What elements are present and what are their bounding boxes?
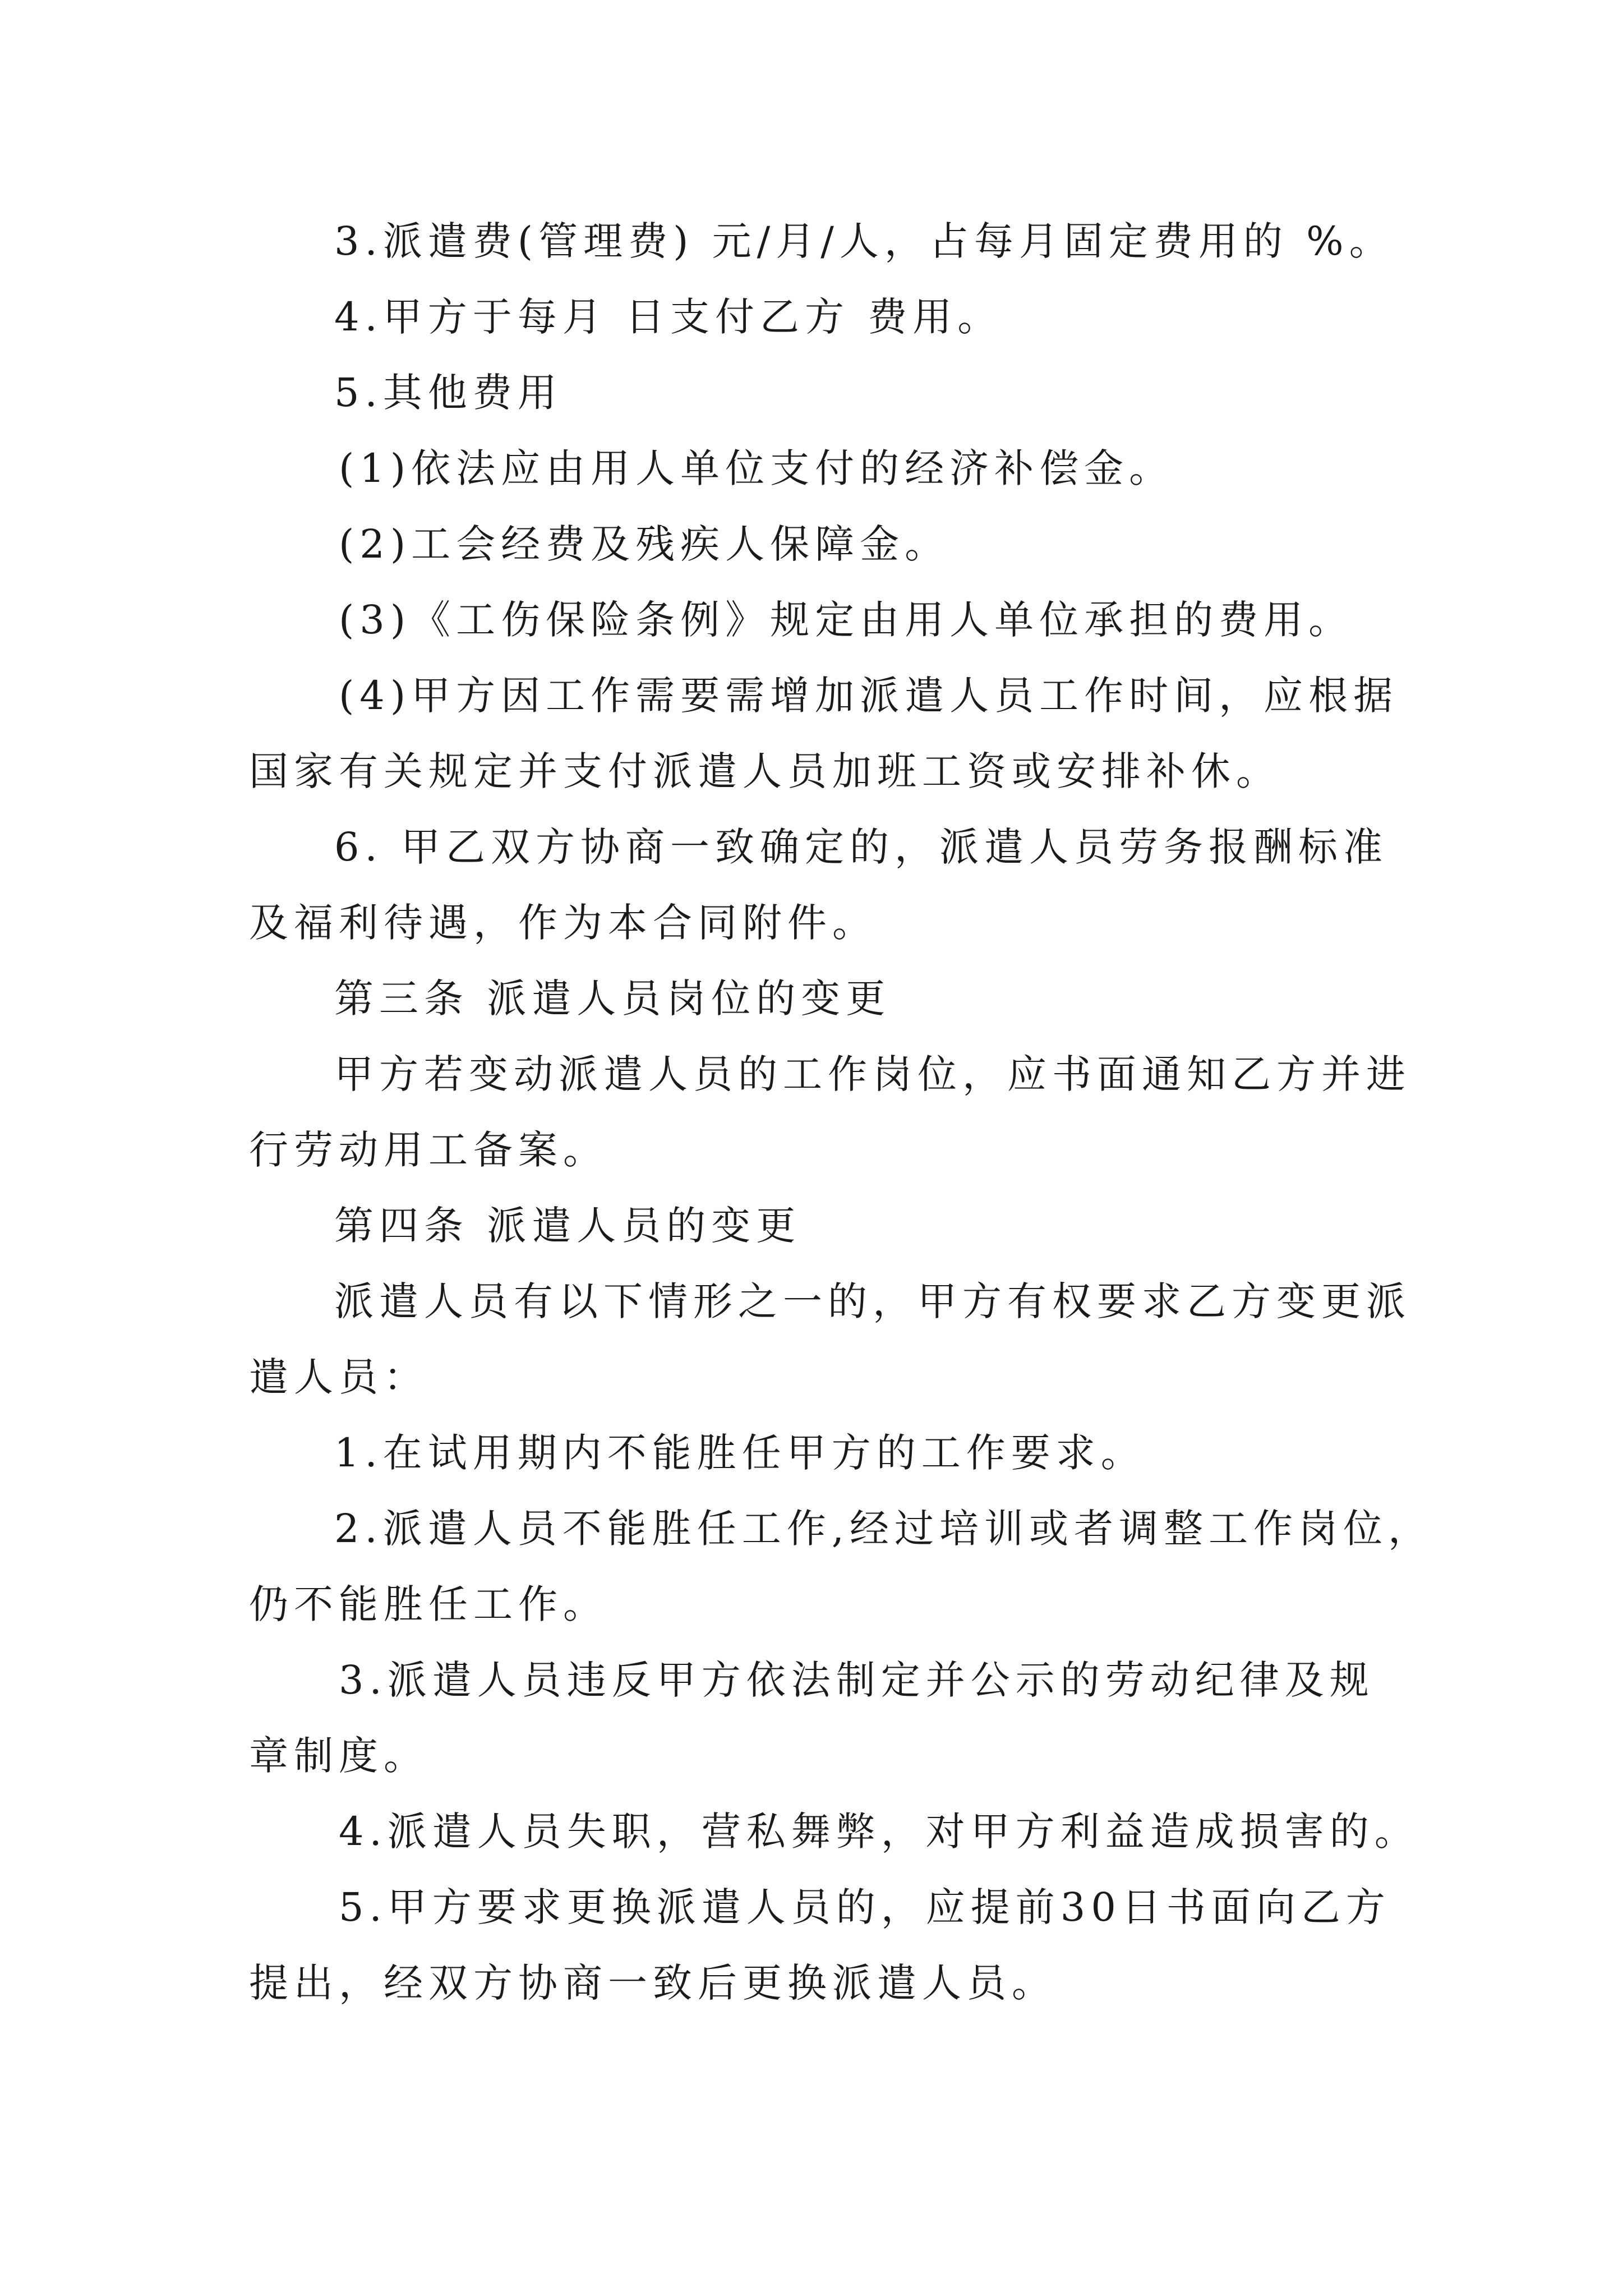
text-line: 行劳动用工备案。 <box>249 1127 608 1173</box>
text-line: 3.派遣费(管理费) 元/月/人，占每月固定费用的 %。 <box>334 218 1394 264</box>
section-heading: 第三条 派遣人员岗位的变更 <box>334 976 891 1022</box>
text-line: 甲方若变动派遣人员的工作岗位，应书面通知乙方并进 <box>334 1051 1411 1097</box>
text-line: (3)《工伤保险条例》规定由用人单位承担的费用。 <box>339 597 1354 643</box>
text-line: 提出，经双方协商一致后更换派遣人员。 <box>249 1960 1057 2006</box>
text-line: 3.派遣人员违反甲方依法制定并公示的劳动纪律及规 <box>339 1657 1375 1703</box>
text-line: (1)依法应由用人单位支付的经济补偿金。 <box>339 445 1174 491</box>
text-line: 4.派遣人员失职，营私舞弊，对甲方利益造成损害的。 <box>339 1809 1419 1855</box>
text-line: 派遣人员有以下情形之一的，甲方有权要求乙方变更派 <box>334 1278 1411 1324</box>
text-line: 及福利待遇，作为本合同附件。 <box>249 900 877 946</box>
text-line: (4)甲方因工作需要需增加派遣人员工作时间，应根据 <box>339 673 1399 719</box>
text-line: 4.甲方于每月 日支付乙方 费用。 <box>334 294 1003 340</box>
text-line: 国家有关规定并支付派遣人员加班工资或安排补休。 <box>249 748 1281 794</box>
text-line: 章制度。 <box>249 1733 428 1779</box>
text-line: 2.派遣人员不能胜任工作,经过培训或者调整工作岗位， <box>334 1506 1433 1552</box>
text-line: 遣人员： <box>249 1354 428 1400</box>
text-line: 6. 甲乙双方协商一致确定的，派遣人员劳务报酬标准 <box>334 824 1389 870</box>
section-heading: 第四条 派遣人员的变更 <box>334 1203 801 1249</box>
text-line: 仍不能胜任工作。 <box>249 1581 608 1627</box>
text-line: 5.其他费用 <box>334 370 562 416</box>
text-line: (2)工会经费及残疾人保障金。 <box>339 521 950 567</box>
text-line: 1.在试用期内不能胜任甲方的工作要求。 <box>334 1430 1146 1476</box>
text-line: 5.甲方要求更换派遣人员的，应提前30日书面向乙方 <box>339 1884 1391 1930</box>
